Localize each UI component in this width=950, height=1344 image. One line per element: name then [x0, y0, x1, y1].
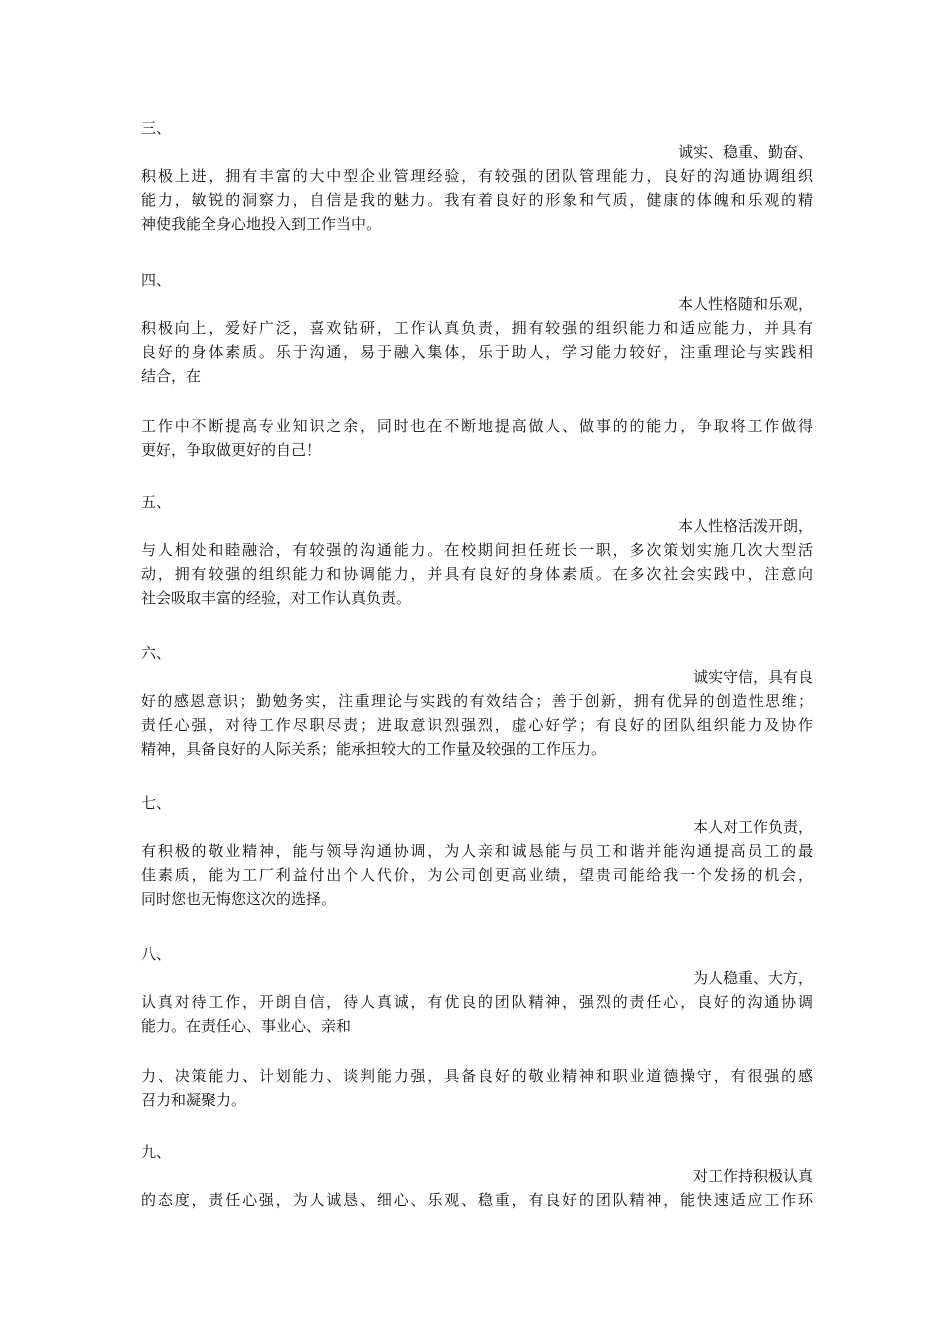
section-heading: 九、 [141, 1143, 172, 1161]
section-9 [141, 1140, 813, 1212]
section-heading: 三、 [141, 119, 172, 137]
paragraph-line: 结合，在 [141, 367, 202, 385]
paragraph-line: 与人相处和睦融洽，有较强的沟通能力。在校期间担任班长一职，多次策划实施几次大型活 [141, 541, 813, 559]
section-heading: 四、 [141, 271, 172, 289]
paragraph-line: 认真对待工作，开朗自信，待人真诚，有优良的团队精神，强烈的责任心，良好的沟通协调 [141, 993, 813, 1011]
paragraph-line: 精神，具备良好的人际关系；能承担较大的工作量及较强的工作压力。 [141, 740, 607, 758]
paragraph-line: 的态度，责任心强，为人诚恳、细心、乐观、稳重，有良好的团队精神，能快速适应工作环 [141, 1191, 813, 1209]
paragraph-line: 良好的身体素质。乐于沟通，易于融入集体，乐于助人，学习能力较好，注重理论与实践相 [141, 343, 813, 361]
paragraph-line: 为人稳重、大方， [692, 969, 813, 987]
section-8 [141, 942, 813, 1038]
paragraph-line: 好的感恩意识；勤勉务实，注重理论与实践的有效结合；善于创新，拥有优异的创造性思维； [141, 692, 813, 710]
section-8-continuation [141, 1064, 813, 1112]
paragraph-line: 有积极的敬业精神，能与领导沟通协调，为人亲和诚恳能与员工和谐并能沟通提高员工的最 [141, 842, 813, 860]
paragraph-line: 社会吸取丰富的经验，对工作认真负责。 [141, 589, 412, 607]
paragraph-line: 佳素质，能为工厂利益付出个人代价，为公司创更高业绩，望贵司能给我一个发扬的机会， [141, 866, 813, 884]
section-3 [141, 116, 813, 236]
section-6 [141, 641, 813, 761]
section-4-continuation [141, 414, 813, 462]
paragraph-line: 动，拥有较强的组织能力和协调能力，并具有良好的身体素质。在多次社会实践中，注意向 [141, 565, 813, 583]
section-4 [141, 268, 813, 388]
paragraph-line: 力、决策能力、计划能力、谈判能力强，具备良好的敬业精神和职业道德操守，有很强的感 [141, 1067, 813, 1085]
section-heading: 五、 [141, 493, 172, 511]
paragraph-line: 工作中不断提高专业知识之余，同时也在不断地提高做人、做事的的能力，争取将工作做得 [141, 417, 813, 435]
paragraph-line: 本人性格活泼开朗， [677, 517, 813, 535]
section-heading: 六、 [141, 644, 172, 662]
paragraph-line: 能力，敏锐的洞察力，自信是我的魅力。我有着良好的形象和气质，健康的体魄和乐观的精 [141, 191, 813, 209]
paragraph-line: 积极向上，爱好广泛，喜欢钻研，工作认真负责，拥有较强的组织能力和适应能力，并具有 [141, 319, 813, 337]
paragraph-line: 本人对工作负责， [692, 818, 813, 836]
paragraph-line: 更好，争取做更好的自己！ [141, 441, 322, 459]
paragraph-line: 诚实、稳重、勤奋、 [677, 143, 813, 161]
paragraph-line: 能力。在责任心、事业心、亲和 [141, 1017, 352, 1035]
paragraph-line: 责任心强，对待工作尽职尽责；进取意识烈强烈，虚心好学；有良好的团队组织能力及协作 [141, 716, 813, 734]
section-heading: 七、 [141, 794, 172, 812]
section-5 [141, 490, 813, 610]
section-heading: 八、 [141, 945, 172, 963]
paragraph-line: 本人性格随和乐观， [677, 295, 813, 313]
paragraph-line: 诚实守信，具有良 [692, 668, 813, 686]
paragraph-line: 同时您也无悔您这次的选择。 [141, 890, 337, 908]
paragraph-line: 对工作持积极认真 [692, 1167, 813, 1185]
paragraph-line: 积极上进，拥有丰富的大中型企业管理经验，有较强的团队管理能力，良好的沟通协调组织 [141, 167, 813, 185]
paragraph-line: 召力和凝聚力。 [141, 1091, 247, 1109]
section-7 [141, 791, 813, 911]
paragraph-line: 神使我能全身心地投入到工作当中。 [141, 215, 382, 233]
